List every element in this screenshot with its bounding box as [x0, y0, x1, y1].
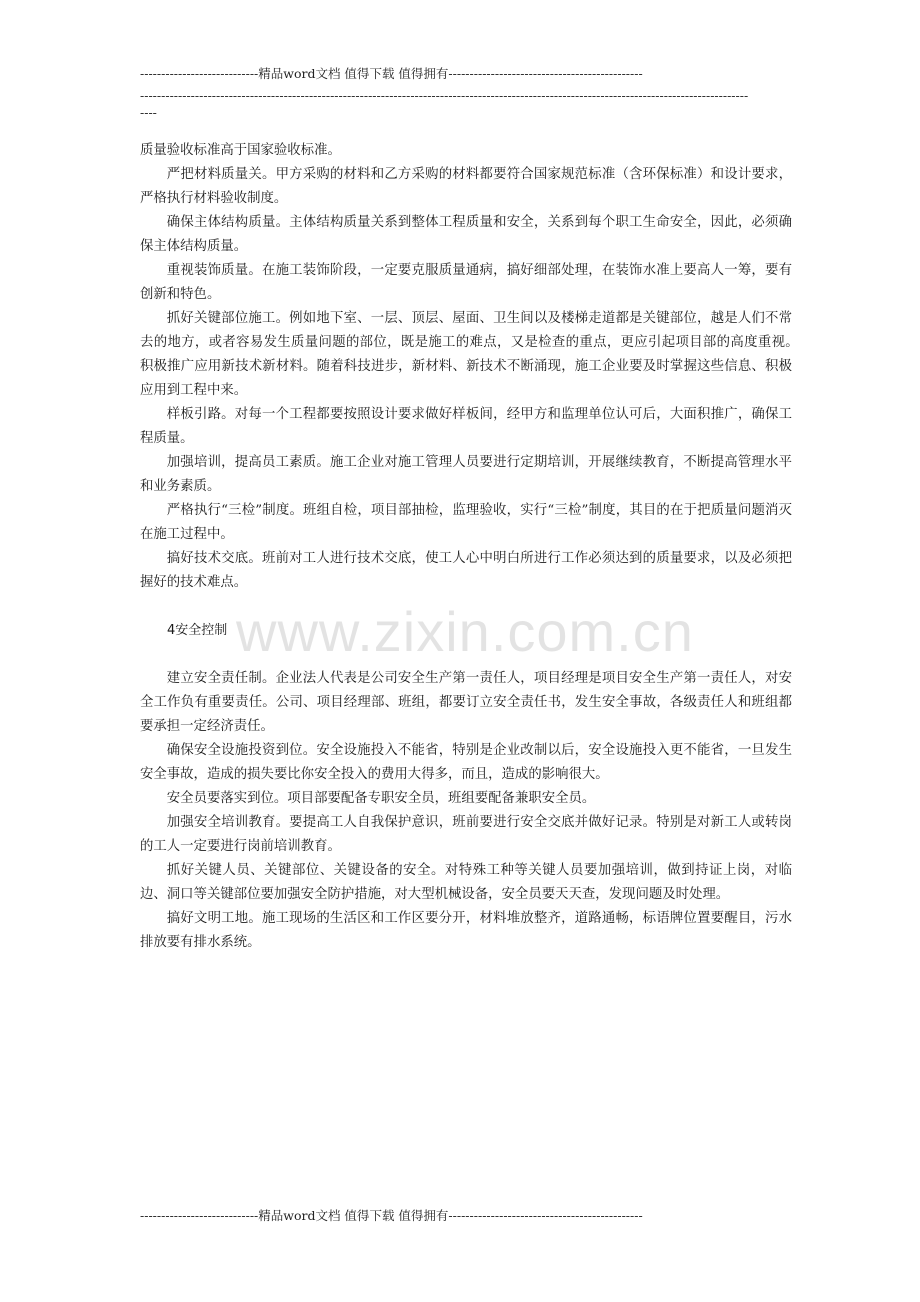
paragraph: 安全员要落实到位。项目部要配备专职安全员，班组要配备兼职安全员。: [166, 791, 596, 806]
paragraph: 重视装饰质量。在施工装饰阶段，一定要克服质量通病，搞好细部处理，在装饰水准上要高人一筹，要有创新和特色。: [140, 263, 792, 302]
paragraph: 质量验收标准高于国家验收标准。: [140, 143, 341, 158]
paragraph: 抓好关键部位施工。例如地下室、一层、顶层、屋面、卫生间以及楼梯走道都是关键部位，越是人们不常去的地方，或者容易发生质量问题的部位，既是施工的难点，又是检查的重点，更应引起项目部的高度重视。 积极推广应用新技术新材料。随着科技进步，新材料、新技术不断涌现，施工企业要及时掌握这些信息、积极应用到工程中来。: [140, 311, 806, 398]
watermark: www.zixin.com.cn: [236, 600, 694, 663]
paragraph: 加强安全培训教育。要提高工人自我保护意识，班前要进行安全交底并做好记录。特别是对新工人或转岗的工人一定要进行岗前培训教育。: [140, 815, 792, 854]
paragraph: 样板引路。对每一个工程都要按照设计要求做好样板间，经甲方和监理单位认可后，大面积推广，确保工程质量。: [140, 407, 792, 446]
paragraph: 确保安全设施投资到位。安全设施投入不能省，特别是企业改制以后，安全设施投入更不能省，一旦发生安全事故，造成的损失要比你安全投入的费用大得多，而且，造成的影响很大。: [140, 743, 792, 782]
footer-banner: ----------------------------精品word文档 值得下载 值得拥有----------------------------------------------: [140, 1208, 643, 1223]
paragraph: 抓好关键人员、关键部位、关键设备的安全。对特殊工种等关键人员要加强培训，做到持证上岗，对临边、洞口等关键部位要加强安全防护措施，对大型机械设备，安全员要天天查，发现问题及时处理。: [140, 863, 792, 902]
paragraph: 搞好技术交底。班前对工人进行技术交底，使工人心中明白所进行工作必须达到的质量要求，以及必须把握好的技术难点。: [140, 551, 792, 590]
header-banner: ----------------------------精品word文档 值得下载 值得拥有----------------------------------------------: [140, 66, 643, 81]
paragraph: 建立安全责任制。企业法人代表是公司安全生产第一责任人，项目经理是项目安全生产第一责任人，对安全工作负有重要责任。公司、项目经理部、班组，都要订立安全责任书，发生安全事故，各级责任人和班组都要承担一定经济责任。: [140, 671, 792, 734]
paragraph: 加强培训，提高员工素质。施工企业对施工管理人员要进行定期培训，开展继续教育，不断提高管理水平和业务素质。: [140, 455, 792, 494]
header-dash-line-tail: ----: [140, 105, 157, 120]
section-heading: 4安全控制: [167, 623, 228, 638]
document-body: [140, 139, 806, 955]
paragraph: 确保主体结构质量。主体结构质量关系到整体工程质量和安全，关系到每个职工生命安全，因此，必须确保主体结构质量。: [140, 215, 792, 254]
paragraph: 搞好文明工地。施工现场的生活区和工作区要分开，材料堆放整齐，道路通畅，标语牌位置要醒目，污水排放要有排水系统。: [140, 911, 792, 950]
header-dash-line: ------------------------------------------------------------------------------------------------------------------------------------------------: [140, 88, 749, 103]
paragraph: 严把材料质量关。甲方采购的材料和乙方采购的材料都要符合国家规范标准（含环保标准）和设计要求，严格执行材料验收制度。: [140, 167, 792, 206]
paragraph: 严格执行“三检”制度。班组自检，项目部抽检，监理验收，实行“三检”制度，其目的在于把质量问题消灭在施工过程中。: [140, 503, 792, 542]
